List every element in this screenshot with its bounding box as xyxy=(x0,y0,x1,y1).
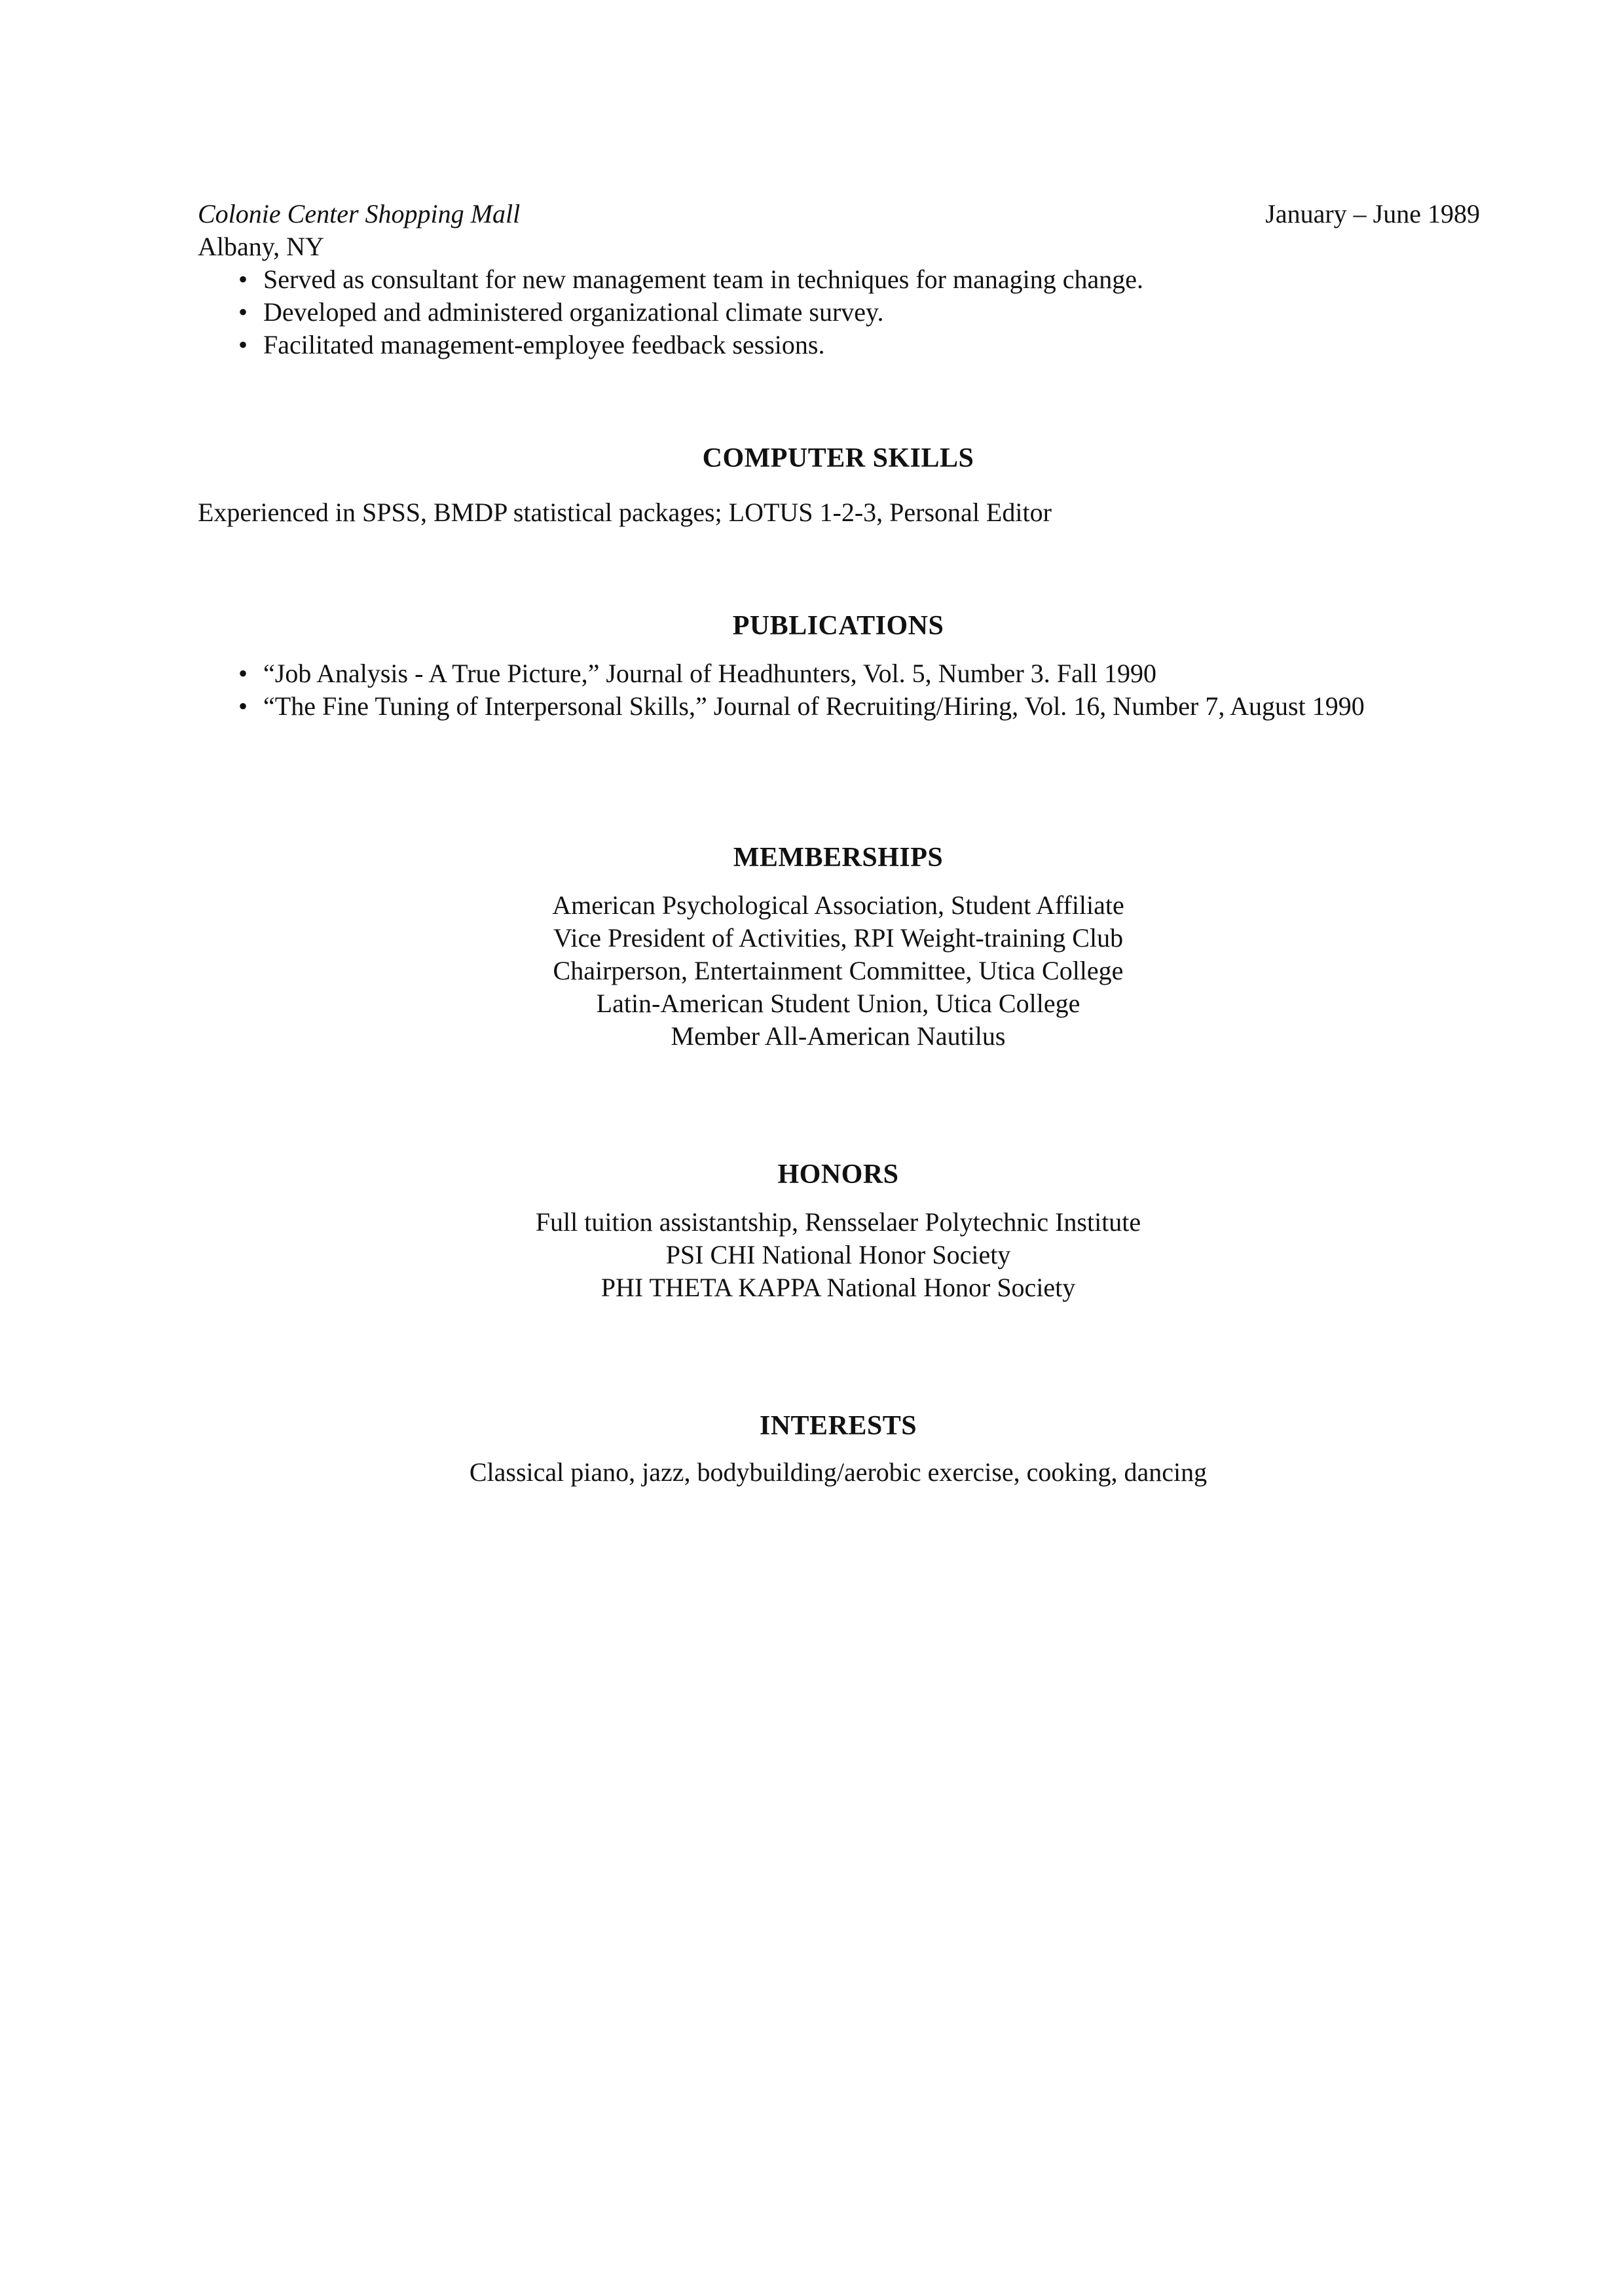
bullet-icon: • xyxy=(238,330,248,359)
memberships-list xyxy=(0,889,1624,1053)
computer-skills-heading: COMPUTER SKILLS xyxy=(702,443,974,473)
honor-item: PHI THETA KAPPA National Honor Society xyxy=(600,1273,1076,1302)
honors-heading: HONORS xyxy=(777,1159,899,1190)
publications-list xyxy=(198,657,1480,723)
membership-item: Latin-American Student Union, Utica College xyxy=(596,989,1080,1018)
bullet-icon: • xyxy=(238,691,248,721)
publication-item xyxy=(198,657,1480,690)
job-duty-text: Facilitated management-employee feedback sessions. xyxy=(263,330,825,359)
membership-item: Chairperson, Entertainment Committee, Utica College xyxy=(553,956,1124,985)
job-duty-item xyxy=(198,296,1480,329)
job-duty-item xyxy=(198,329,1480,361)
interests-line: Classical piano, jazz, bodybuilding/aerobic exercise, cooking, dancing xyxy=(469,1457,1208,1487)
job-duty-text: Developed and administered organizational climate survey. xyxy=(263,297,884,327)
membership-item: American Psychological Association, Student Affiliate xyxy=(552,890,1124,920)
employer-name: Colonie Center Shopping Mall xyxy=(198,199,521,228)
memberships-heading: MEMBERSHIPS xyxy=(733,843,944,873)
membership-item: Vice President of Activities, RPI Weight-training Club xyxy=(553,923,1124,953)
interests-heading: INTERESTS xyxy=(759,1411,917,1441)
computer-skills-text: Experienced in SPSS, BMDP statistical packages; LOTUS 1-2-3, Personal Editor xyxy=(198,498,1052,527)
honor-item: PSI CHI National Honor Society xyxy=(665,1240,1011,1269)
bullet-icon: • xyxy=(238,264,248,294)
membership-item: Member All-American Nautilus xyxy=(671,1021,1006,1051)
publication-text: “The Fine Tuning of Interpersonal Skills,” Journal of Recruiting/Hiring, Vol. 16, Number 7, August 1990 xyxy=(263,691,1365,721)
publication-item xyxy=(198,690,1480,723)
job-duty-item xyxy=(198,263,1480,296)
honors-list xyxy=(0,1206,1624,1304)
interests-text xyxy=(0,1456,1624,1489)
job-duty-text: Served as consultant for new management team in techniques for managing change. xyxy=(263,264,1143,294)
employment-dates: January – June 1989 xyxy=(1265,199,1480,228)
employer-location: Albany, NY xyxy=(198,232,324,261)
publications-heading: PUBLICATIONS xyxy=(732,611,944,641)
publication-text: “Job Analysis - A True Picture,” Journal of Headhunters, Vol. 5, Number 3. Fall 1990 xyxy=(263,659,1156,688)
honor-item: Full tuition assistantship, Rensselaer Polytechnic Institute xyxy=(535,1207,1141,1237)
job-duties xyxy=(198,263,1480,361)
bullet-icon: • xyxy=(238,659,248,688)
bullet-icon: • xyxy=(238,297,248,327)
